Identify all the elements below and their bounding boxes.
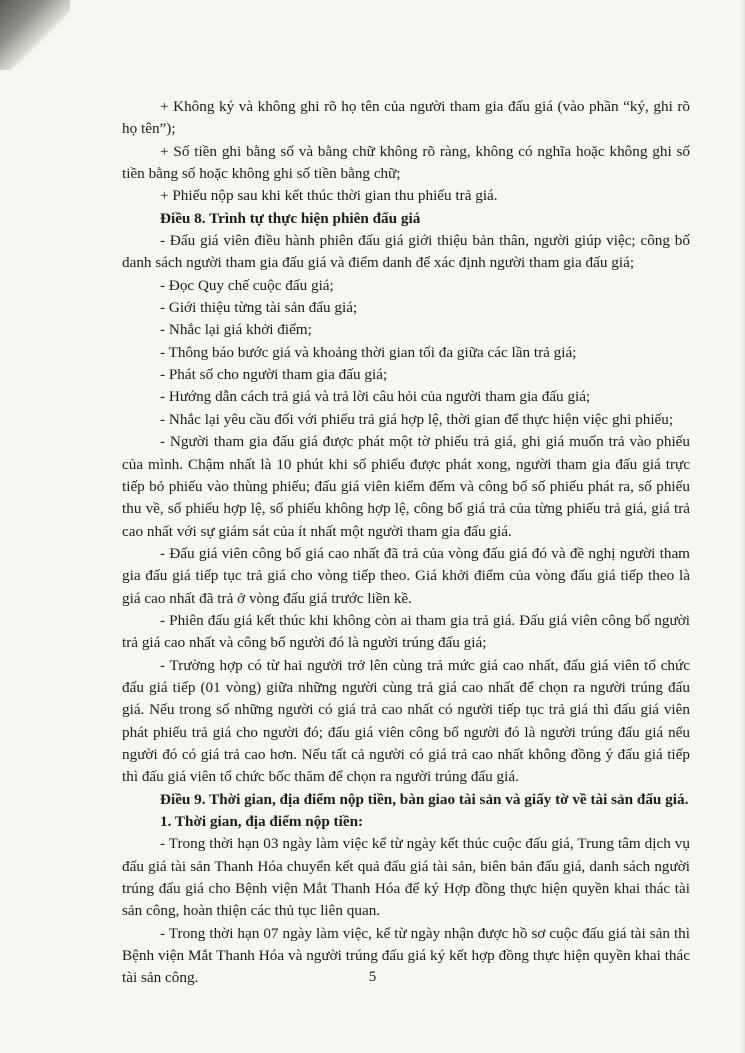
paragraph: - Đọc Quy chế cuộc đấu giá; (160, 276, 334, 294)
section-heading: 1. Thời gian, địa điểm nộp tiền: (160, 813, 364, 830)
paragraph: + Phiếu nộp sau khi kết thúc thời gian thu phiếu trả giá. (160, 187, 498, 205)
document-body (122, 96, 690, 990)
paragraph: - Đấu giá viên điều hành phiên đấu giá giới thiệu bản thân, người giúp việc; công bố danh sách người tham gia đấu giá và điểm danh để xác định người tham gia đấu giá; (122, 232, 690, 272)
section-heading: Điều 9. Thời gian, địa điểm nộp tiền, bàn giao tài sản và giấy tờ về tài sản đấu giá. (160, 790, 689, 808)
paragraph: + Số tiền ghi bằng số và bằng chữ không rõ ràng, không có nghĩa hoặc không ghi số tiền bằng số hoặc không ghi số tiền bằng chữ; (122, 142, 690, 183)
section-heading: Điều 8. Trình tự thực hiện phiên đấu giá (160, 209, 421, 227)
paragraph: - Nhắc lại giá khởi điểm; (160, 321, 312, 339)
paragraph: - Trong thời hạn 03 ngày làm việc kể từ ngày kết thúc cuộc đấu giá, Trung tâm dịch vụ đấu giá tài sản Thanh Hóa chuyển kết quả đấu giá tài sản, biên bản đấu giá, danh sách người trúng đấu giá cho Bệnh viện Mắt Thanh Hóa để ký Hợp đồng thực hiện quyền khai thác tài sản công, hoàn thiện các thủ tục liên quan. (122, 835, 690, 920)
paragraph: - Thông báo bước giá và khoảng thời gian tối đa giữa các lần trả giá; (160, 343, 577, 361)
page-number: 5 (368, 969, 377, 985)
paragraph: - Đấu giá viên công bố giá cao nhất đã trả của vòng đấu giá đó và đề nghị người tham gia đấu giá tiếp tục trả giá cho vòng tiếp theo. Giá khởi điểm của vòng đấu giá tiếp theo là giá cao nhất đã trả ở vòng đấu giá trước liền kề. (122, 544, 690, 607)
paragraph: - Phát số cho người tham gia đấu giá; (160, 366, 388, 384)
paragraph: - Hướng dẫn cách trả giá và trả lời câu hỏi của người tham gia đấu giá; (160, 388, 591, 406)
paragraph: - Phiên đấu giá kết thúc khi không còn ai tham gia trả giá. Đấu giá viên công bố người trả giá cao nhất và công bố người đó là người trúng đấu giá; (122, 611, 690, 652)
paragraph: - Nhắc lại yêu cầu đối với phiếu trả giá hợp lệ, thời gian để thực hiện việc ghi phiếu; (160, 410, 674, 428)
paragraph: - Người tham gia đấu giá được phát một tờ phiếu trả giá, ghi giá muốn trả vào phiếu của mình. Chậm nhất là 10 phút khi số phiếu được phát xong, người tham gia đấu giá trực tiếp bỏ phiếu vào thùng phiếu; đấu giá viên kiểm đếm và công bố số phiếu phát ra, số phiếu thu về, số phiếu hợp lệ, số phiếu không hợp lệ, công bố giá trả của từng phiếu trả giá, giá trả cao nhất với sự giám sát của ít nhất một người tham gia đấu giá. (122, 433, 690, 540)
scan-edge (739, 0, 745, 1053)
paragraph: + Không ký và không ghi rõ họ tên của người tham gia đấu giá (vào phần “ký, ghi rõ họ tên”); (122, 98, 690, 138)
folded-corner (0, 0, 70, 70)
paragraph: - Trường hợp có từ hai người trở lên cùng trả mức giá cao nhất, đấu giá viên tổ chức đấu giá tiếp (01 vòng) giữa những người cùng trả giá cao nhất để chọn ra người trúng đấu giá. Nếu trong số những người có giá trả cao nhất có người tiếp tục trả giá thì đấu giá viên phát phiếu trả giá cho người đó; đấu giá viên công bố người đó là người trúng đấu giá nếu người đó có giá trả cao hơn. Nếu tất cả người có giá trả cao nhất không đồng ý đấu giá tiếp thì đấu giá viên tổ chức bốc thăm để chọn ra người trúng đấu giá. (122, 656, 690, 786)
paragraph: - Giới thiệu từng tài sản đấu giá; (160, 299, 358, 317)
paragraph: - Trong thời hạn 07 ngày làm việc, kể từ ngày nhận được hồ sơ cuộc đấu giá tài sản thì Bệnh viện Mắt Thanh Hóa và người trúng đấu giá ký kết hợp đồng thực hiện quyền khai thác tài sản công. (122, 924, 690, 987)
